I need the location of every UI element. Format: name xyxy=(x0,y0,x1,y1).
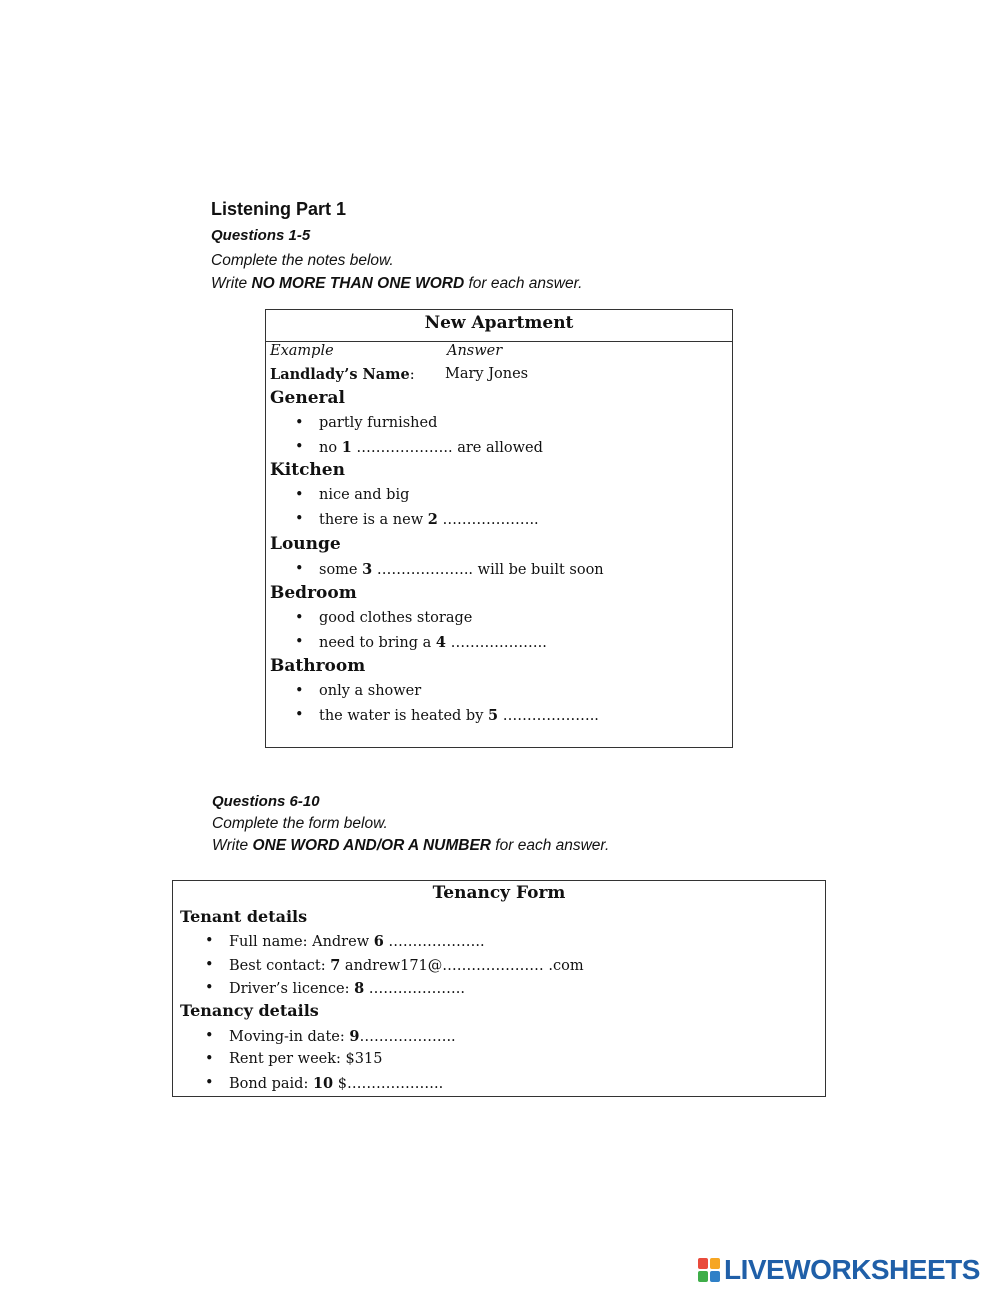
section-title: Listening Part 1 xyxy=(211,199,347,219)
landlady-name-label: Landlady’s Name: xyxy=(270,366,415,383)
instruction-line-1: Complete the notes below. xyxy=(211,252,394,269)
landlady-name-value: Mary Jones xyxy=(445,366,529,382)
heading-general: General xyxy=(270,388,345,408)
form-title: Tenancy Form xyxy=(432,883,566,903)
notes-title: New Apartment xyxy=(266,310,732,342)
tenancy-form: Tenancy Form Tenant details • Full name: Andrew 6 ……………….. • Best contact: 7 andrew171@………………… .com • Driver’s licence: 8 ……………….. Tenancy details • Moving-in date: 9……………….. • Rent per week: $315 • Bond paid: 10 $……………….. xyxy=(172,880,826,1097)
heading-tenancy-details: Tenancy details xyxy=(180,1001,319,1020)
heading-bedroom: Bedroom xyxy=(270,583,357,603)
heading-kitchen: Kitchen xyxy=(270,460,345,480)
instruction-line-2: Write NO MORE THAN ONE WORD for each answer. xyxy=(211,275,583,292)
heading-bathroom: Bathroom xyxy=(270,656,366,676)
questions-1-5-heading: Questions 1-5 xyxy=(211,227,311,244)
questions-6-10-heading: Questions 6-10 xyxy=(212,793,320,810)
instruction-line-3: Complete the form below. xyxy=(212,815,388,832)
logo-mark-icon xyxy=(698,1258,720,1282)
answer-label: Answer xyxy=(447,343,503,359)
new-apartment-notes: New Apartment Example Answer Landlady’s Name: Mary Jones General • partly furnished • no 1 ……………….. are allowed Kitchen • nice and big • there is a new 2 ……………….. Lounge • some 3 ……………….. will be built soon Bedroom • good clothes storage • need to bring a 4 ……………….. Bathroom • only a shower • the water is heated by 5 ……………….. xyxy=(265,309,733,748)
heading-lounge: Lounge xyxy=(270,534,341,554)
logo-text: LIVEWORKSHEETS xyxy=(724,1254,980,1285)
example-label: Example xyxy=(270,343,334,359)
heading-tenant-details: Tenant details xyxy=(180,907,308,926)
instruction-line-4: Write ONE WORD AND/OR A NUMBER for each answer. xyxy=(212,837,610,854)
